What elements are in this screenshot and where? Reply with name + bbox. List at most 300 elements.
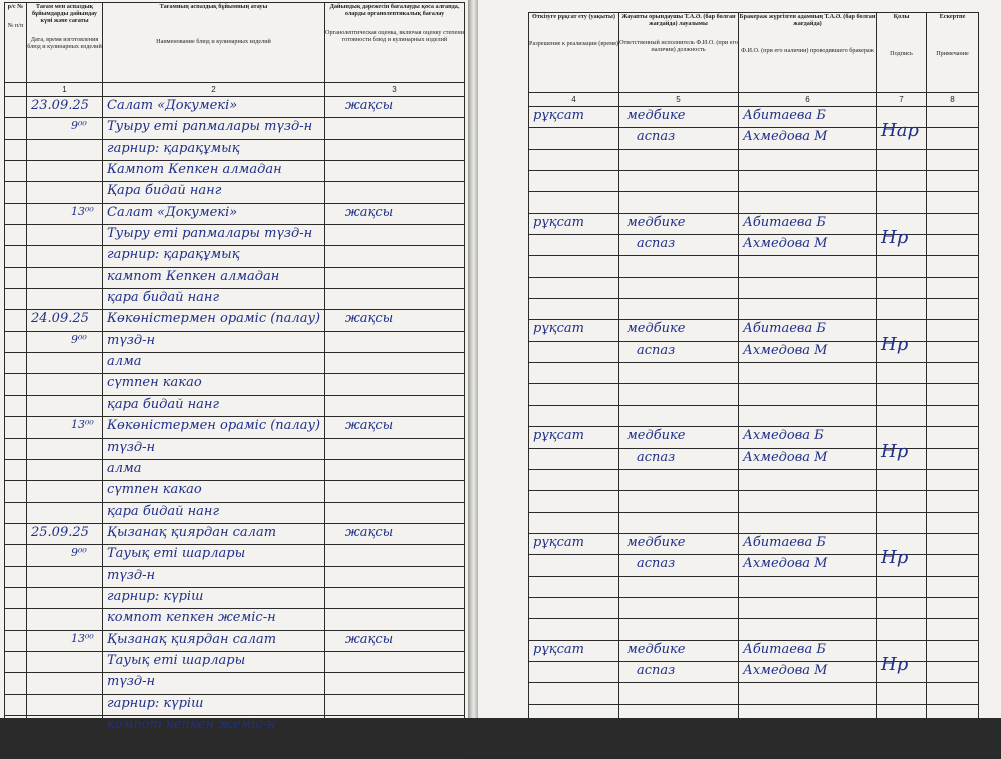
table-row	[5, 395, 465, 416]
grade-cell	[325, 203, 465, 224]
grade-cell	[325, 715, 465, 736]
entry-date: 24.09.25	[31, 311, 89, 327]
permit-cell	[529, 683, 619, 704]
datetime-cell	[27, 353, 103, 374]
signature-cell	[877, 120, 927, 149]
dish-cell	[103, 630, 325, 651]
entry-time: 9⁰⁰	[71, 119, 87, 133]
grade-cell	[325, 566, 465, 587]
inspector-cell	[739, 704, 877, 725]
inspector-cell	[739, 576, 877, 597]
grade-cell	[325, 651, 465, 672]
note-cell	[927, 448, 979, 469]
permit-cell	[529, 192, 619, 213]
book-gutter	[468, 0, 478, 718]
organoleptic-grade: жақсы	[345, 98, 394, 113]
signature-cell	[877, 469, 927, 490]
signature-cell	[877, 704, 927, 725]
dish-name: түзд-н	[107, 674, 156, 690]
table-row	[5, 673, 465, 694]
inspector-cell	[739, 299, 877, 320]
table-row	[5, 417, 465, 438]
dish-name: компот кепкен жеміс-н	[107, 610, 276, 626]
table-row	[5, 139, 465, 160]
signature-cell	[877, 227, 927, 256]
inspector-cell	[739, 640, 877, 661]
note-cell	[927, 704, 979, 725]
inspector-name: Абитаева Б	[743, 321, 826, 337]
row-number-cell	[5, 459, 27, 480]
row-number-cell	[5, 523, 27, 544]
right-col-numbers: 4 5 6 7 8	[529, 93, 979, 107]
table-row	[5, 118, 465, 139]
executor-cell	[619, 576, 739, 597]
grade-cell	[325, 502, 465, 523]
dish-cell	[103, 566, 325, 587]
table-row	[529, 192, 979, 213]
grade-cell	[325, 139, 465, 160]
note-cell	[927, 640, 979, 661]
datetime-cell	[27, 97, 103, 118]
note-cell	[927, 277, 979, 298]
table-row	[5, 737, 465, 758]
dish-name: компот кепкен жеміс-н	[107, 716, 276, 732]
executor-name: аспаз	[637, 236, 676, 252]
dish-name: кампот Кепкен алмадан	[107, 268, 280, 284]
permit-time: рұқсат	[533, 428, 584, 444]
dish-name: Көкөністермен ораміс (палау)	[107, 418, 321, 434]
inspector-cell	[739, 107, 877, 128]
table-row	[5, 545, 465, 566]
inspector-cell	[739, 384, 877, 405]
dish-cell	[103, 225, 325, 246]
col2-header: Тағамның аспаздық бұйымның атауы Наименование блюд и кулинарных изделий	[103, 3, 325, 83]
inspector-cell	[739, 149, 877, 170]
signature-cell	[877, 683, 927, 704]
note-cell	[927, 725, 979, 746]
signature-cell	[877, 405, 927, 426]
dish-name: Салат «Докумекі»	[107, 204, 238, 220]
permit-cell	[529, 320, 619, 341]
row-number-cell	[5, 161, 27, 182]
datetime-cell	[27, 139, 103, 160]
table-row	[529, 533, 979, 554]
organoleptic-grade: жақсы	[345, 311, 394, 327]
executor-cell	[619, 661, 739, 682]
note-cell	[927, 128, 979, 149]
note-cell	[927, 597, 979, 618]
executor-name: аспаз	[637, 662, 676, 678]
table-row	[5, 459, 465, 480]
row-number-cell	[5, 438, 27, 459]
permit-time: рұқсат	[533, 214, 584, 230]
table-row	[529, 725, 979, 746]
executor-cell	[619, 448, 739, 469]
permit-time: рұқсат	[533, 641, 584, 657]
dish-cell	[103, 502, 325, 523]
inspector-name: Ахмедова М	[743, 342, 828, 358]
table-row	[529, 448, 979, 469]
permit-cell	[529, 213, 619, 234]
permit-cell	[529, 448, 619, 469]
permit-cell	[529, 128, 619, 149]
inspector-name: Ахмедова М	[743, 556, 828, 572]
datetime-cell	[27, 438, 103, 459]
table-row	[5, 715, 465, 736]
table-row	[529, 683, 979, 704]
note-cell	[927, 171, 979, 192]
inspector-cell	[739, 341, 877, 362]
col7-header: Қолы Подпись	[877, 13, 927, 93]
inspector-cell	[739, 192, 877, 213]
signature-cell	[877, 440, 927, 469]
dish-name: қара бидай нанг	[107, 503, 220, 519]
dish-cell	[103, 481, 325, 502]
table-row	[5, 587, 465, 608]
dish-cell	[103, 331, 325, 352]
executor-cell	[619, 213, 739, 234]
dish-name: түзд-н	[107, 567, 156, 583]
dish-name: гарнир: қарақұмық	[107, 140, 240, 156]
datetime-cell	[27, 374, 103, 395]
col8-header: Ескертпе Примечание	[927, 13, 979, 93]
executor-name: аспаз	[637, 342, 676, 358]
inspector-name: Абитаева Б	[743, 641, 826, 657]
executor-cell	[619, 341, 739, 362]
dish-cell	[103, 694, 325, 715]
executor-name: аспаз	[637, 556, 676, 572]
inspector-cell	[739, 533, 877, 554]
executor-cell	[619, 405, 739, 426]
dish-name: гарнир: күріш	[107, 588, 204, 604]
note-cell	[927, 363, 979, 384]
table-row	[529, 256, 979, 277]
organoleptic-grade: жақсы	[345, 418, 394, 434]
row-number-cell	[5, 267, 27, 288]
permit-cell	[529, 405, 619, 426]
dish-cell	[103, 203, 325, 224]
note-cell	[927, 192, 979, 213]
entry-time: 13⁰⁰	[71, 418, 94, 432]
executor-cell	[619, 171, 739, 192]
table-row	[5, 630, 465, 651]
table-row	[529, 235, 979, 256]
executor-cell	[619, 277, 739, 298]
grade-cell	[325, 225, 465, 246]
datetime-cell	[27, 289, 103, 310]
signature-cell	[877, 547, 927, 576]
grade-cell	[325, 353, 465, 374]
executor-cell	[619, 235, 739, 256]
dish-cell	[103, 97, 325, 118]
table-row	[5, 374, 465, 395]
inspector-cell	[739, 491, 877, 512]
table-row	[529, 427, 979, 448]
row-number-cell	[5, 97, 27, 118]
table-row	[5, 353, 465, 374]
grade-cell	[325, 374, 465, 395]
grade-cell	[325, 438, 465, 459]
signature-cell	[877, 171, 927, 192]
datetime-cell	[27, 694, 103, 715]
dish-name: Салат «Докумекі»	[107, 98, 238, 113]
note-cell	[927, 512, 979, 533]
table-row	[529, 149, 979, 170]
inspector-name: Ахмедова М	[743, 662, 828, 678]
table-row	[5, 694, 465, 715]
table-row	[529, 320, 979, 341]
note-cell	[927, 576, 979, 597]
datetime-cell	[27, 587, 103, 608]
note-cell	[927, 149, 979, 170]
permit-cell	[529, 725, 619, 746]
inspector-cell	[739, 469, 877, 490]
dish-cell	[103, 310, 325, 331]
note-cell	[927, 299, 979, 320]
signature-cell	[877, 277, 927, 298]
executor-cell	[619, 256, 739, 277]
table-row	[5, 161, 465, 182]
executor-cell	[619, 619, 739, 640]
grade-cell	[325, 609, 465, 630]
table-row	[529, 363, 979, 384]
grade-cell	[325, 523, 465, 544]
grade-cell	[325, 310, 465, 331]
datetime-cell	[27, 459, 103, 480]
row-number-cell	[5, 587, 27, 608]
inspector-cell	[739, 661, 877, 682]
note-cell	[927, 235, 979, 256]
entry-time: 13⁰⁰	[71, 204, 94, 218]
permit-cell	[529, 469, 619, 490]
signature-cell	[877, 725, 927, 746]
col5-header: Жауапты орындаушы Т.А.Ә. (бар болған жағдайда) лауазымы Ответственный исполнитель Ф.И.О. (при его наличии) должность	[619, 13, 739, 93]
dish-name: түзд-н	[107, 332, 156, 348]
col0-header: р/с № № п/п	[5, 3, 27, 83]
dish-name: Тауық еті шарлары	[107, 546, 246, 562]
datetime-cell	[27, 161, 103, 182]
datetime-cell	[27, 182, 103, 203]
table-row	[529, 213, 979, 234]
organoleptic-grade: жақсы	[345, 631, 394, 647]
entry-time: 9⁰⁰	[71, 546, 87, 560]
note-cell	[927, 341, 979, 362]
permit-cell	[529, 107, 619, 128]
note-cell	[927, 213, 979, 234]
table-row	[529, 512, 979, 533]
dish-name: Қызанақ қиярдан салат	[107, 631, 277, 647]
grade-cell	[325, 331, 465, 352]
dish-cell	[103, 246, 325, 267]
signature-cell	[877, 333, 927, 362]
dish-name: Туыру еті рапмалары түзд-н	[107, 226, 313, 242]
right-log-table	[528, 12, 979, 747]
permit-cell	[529, 341, 619, 362]
signature: Нр	[881, 653, 909, 675]
executor-name: аспаз	[637, 129, 676, 145]
inspector-name: Ахмедова М	[743, 449, 828, 465]
left-col-numbers: 1 2 3	[5, 83, 465, 97]
dish-cell	[103, 182, 325, 203]
dish-cell	[103, 267, 325, 288]
table-row	[5, 566, 465, 587]
datetime-cell	[27, 310, 103, 331]
executor-name: медбике	[627, 214, 686, 230]
executor-cell	[619, 363, 739, 384]
dish-name: Көкөністермен ораміс (палау)	[107, 311, 321, 327]
inspector-cell	[739, 725, 877, 746]
signature: Нар	[881, 120, 919, 142]
executor-cell	[619, 107, 739, 128]
permit-cell	[529, 555, 619, 576]
grade-cell	[325, 481, 465, 502]
note-cell	[927, 469, 979, 490]
datetime-cell	[27, 331, 103, 352]
grade-cell	[325, 673, 465, 694]
dish-name: қара бидай нанг	[107, 396, 220, 412]
col4-header: Өткізуге рұқсат ету (уақыты) Разрешение к реализации (время)	[529, 13, 619, 93]
note-cell	[927, 661, 979, 682]
inspector-name: Абитаева Б	[743, 214, 826, 230]
dish-name: сүтпен какао	[107, 375, 202, 391]
permit-cell	[529, 277, 619, 298]
permit-time: рұқсат	[533, 534, 584, 550]
dish-name: Қара бидай нанг	[107, 183, 222, 199]
datetime-cell	[27, 118, 103, 139]
grade-cell	[325, 97, 465, 118]
inspector-cell	[739, 128, 877, 149]
signature-cell	[877, 256, 927, 277]
dish-cell	[103, 609, 325, 630]
dish-cell	[103, 438, 325, 459]
grade-cell	[325, 118, 465, 139]
dish-name: алма	[107, 354, 142, 370]
executor-cell	[619, 555, 739, 576]
row-number-cell	[5, 609, 27, 630]
right-page	[478, 0, 1001, 718]
dish-cell	[103, 374, 325, 395]
dish-cell	[103, 289, 325, 310]
signature-cell	[877, 299, 927, 320]
note-cell	[927, 533, 979, 554]
inspector-name: Ахмедова Б	[743, 428, 824, 444]
dish-cell	[103, 651, 325, 672]
organoleptic-grade: жақсы	[345, 204, 394, 220]
col1-header: Тағам мен аспаздық бұйымдарды дайындау күні және сағаты Дата, время изготовления блюд и кулинарных изделий	[27, 3, 103, 83]
table-row	[5, 289, 465, 310]
table-row	[5, 481, 465, 502]
inspector-name: Ахмедова М	[743, 236, 828, 252]
inspector-cell	[739, 171, 877, 192]
note-cell	[927, 384, 979, 405]
permit-cell	[529, 704, 619, 725]
dish-cell	[103, 459, 325, 480]
grade-cell	[325, 587, 465, 608]
row-number-cell	[5, 417, 27, 438]
signature: Нр	[881, 333, 909, 355]
table-row	[529, 555, 979, 576]
inspector-cell	[739, 235, 877, 256]
permit-cell	[529, 363, 619, 384]
inspector-cell	[739, 512, 877, 533]
signature-cell	[877, 192, 927, 213]
row-number-cell	[5, 481, 27, 502]
note-cell	[927, 405, 979, 426]
table-row	[5, 609, 465, 630]
executor-name: аспаз	[637, 449, 676, 465]
row-number-cell	[5, 139, 27, 160]
table-row	[529, 597, 979, 618]
grade-cell	[325, 545, 465, 566]
datetime-cell	[27, 651, 103, 672]
permit-cell	[529, 149, 619, 170]
note-cell	[927, 555, 979, 576]
datetime-cell	[27, 566, 103, 587]
row-number-cell	[5, 118, 27, 139]
dish-cell	[103, 353, 325, 374]
grade-cell	[325, 246, 465, 267]
inspector-name: Абитаева Б	[743, 534, 826, 550]
row-number-cell	[5, 545, 27, 566]
permit-cell	[529, 427, 619, 448]
permit-time: рұқсат	[533, 321, 584, 337]
executor-cell	[619, 149, 739, 170]
permit-cell	[529, 661, 619, 682]
grade-cell	[325, 395, 465, 416]
dish-name: Тауық еті шарлары	[107, 652, 246, 668]
dish-cell	[103, 139, 325, 160]
row-number-cell	[5, 715, 27, 736]
dish-cell	[103, 395, 325, 416]
row-number-cell	[5, 246, 27, 267]
datetime-cell	[27, 715, 103, 736]
row-number-cell	[5, 225, 27, 246]
permit-cell	[529, 640, 619, 661]
table-row	[5, 246, 465, 267]
datetime-cell	[27, 395, 103, 416]
note-cell	[927, 107, 979, 128]
datetime-cell	[27, 417, 103, 438]
executor-cell	[619, 640, 739, 661]
note-cell	[927, 256, 979, 277]
datetime-cell	[27, 523, 103, 544]
signature-cell	[877, 576, 927, 597]
inspector-cell	[739, 277, 877, 298]
col3-header: Дайындық дәрежесін бағалауды қоса алғанда, оларды органолептикалық бағалау Органолептическая оценка, включая оценку степени готовности блюд и кулинарных изделий	[325, 3, 465, 83]
table-row	[5, 331, 465, 352]
row-number-cell	[5, 353, 27, 374]
table-row	[529, 661, 979, 682]
permit-cell	[529, 576, 619, 597]
executor-cell	[619, 128, 739, 149]
dish-name: Қызанақ қиярдан салат	[107, 524, 277, 540]
signature-cell	[877, 149, 927, 170]
inspector-cell	[739, 256, 877, 277]
grade-cell	[325, 417, 465, 438]
table-row	[529, 299, 979, 320]
table-row	[5, 651, 465, 672]
inspector-cell	[739, 427, 877, 448]
row-number-cell	[5, 566, 27, 587]
table-row	[5, 502, 465, 523]
row-number-cell	[5, 374, 27, 395]
permit-time: рұқсат	[533, 108, 584, 123]
executor-cell	[619, 597, 739, 618]
executor-cell	[619, 469, 739, 490]
dish-cell	[103, 118, 325, 139]
permit-cell	[529, 597, 619, 618]
table-row	[5, 523, 465, 544]
